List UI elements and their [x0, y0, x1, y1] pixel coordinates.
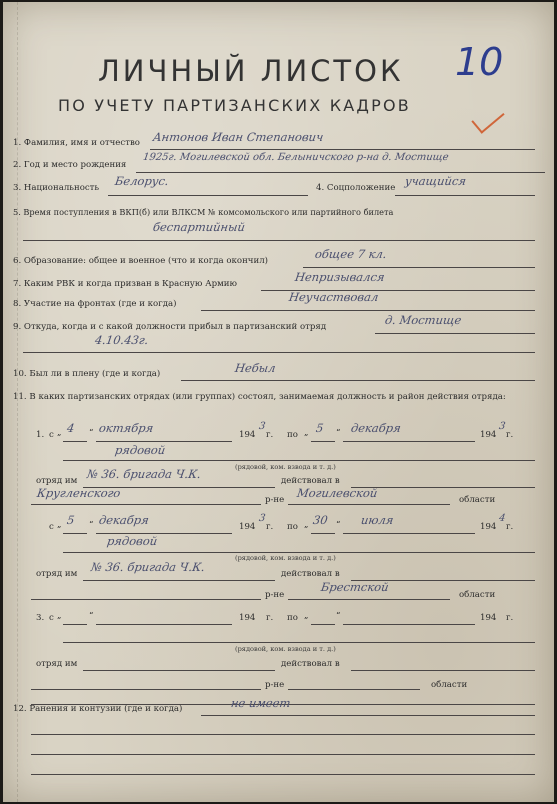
field-12-label: 12. Ранения и контузии (где и когда): [13, 704, 183, 714]
det1-from-year: 3: [258, 421, 267, 432]
field-7-label: 7. Каким РВК и когда призван в Красную Армию: [13, 279, 237, 289]
field-8-value: Неучаствовал: [288, 290, 380, 304]
field-11-label: 11. В каких партизанских отрядах (или группах) состоял, занимаемая должность и район действия отряда:: [13, 392, 506, 402]
det2-to-year: 4: [498, 513, 507, 524]
field-3-value: Белорус.: [114, 174, 170, 188]
field-5-label: 5. Время поступления в ВКП(б) или ВЛКСМ № комсомольского или партийного билета: [13, 207, 394, 217]
det2-unit: № 36. бригада Ч.К.: [90, 560, 206, 574]
det1-to-month: декабря: [350, 421, 402, 435]
det2-position: рядовой: [106, 534, 159, 548]
field-10-value: Небыл: [234, 361, 277, 375]
form-sheet: ЛИЧНЫЙ ЛИСТОК ПО УЧЕТУ ПАРТИЗАНСКИХ КАДРОВ 10 1. Фамилия, имя и отчество Антонов Иван Степанович 2. Год и место рождения 1925г. Могилевской обл. Белыничского р-на д. Мостище 3. Национальность Белорус. 4. Соцположение учащийся 5. Время поступления в ВКП(б) или ВЛКСМ № комсомольского или партийного билета беспартийный 6. Образование: общее и военное (что и когда окончил) общее 7 кл. 7. Каким РВК и когда призван в Красную Армию Непризывался 8. Участие на фронтах (где и когда) Неучаствовал 9. Откуда, когда и с какой должности прибыл в партизанский отряд д. Мостище 4.10.43г. 10. Был ли в плену (где и когда) Небыл 11. В каких партизанских отрядах (или группах) состоял, занимаемая должность и район действия отряда: 1. с „ 4 “ октября 194 3 г. по „ 5 “ декабря 194 3 г. рядовой (рядовой, ком. взвода и т. д.) отряд им № 36. бригада Ч.К. действовал в Кругленского р-не Могилевской области с „ 5 “ декабря 194 3 г. по „ 30 “ июля 194 4 г. рядовой (рядовой, ком. взвода и т. д.) отряд им № 36. бригада Ч.К. действовал в р-не Брестской области 3. с „ “ 194 г. по „ “ 194 г. (рядовой, ком. взвода и т. д.) отряд им действовал в р-не области 12. Ранения и контузии (где и когда) не имеет: [3, 2, 554, 802]
form-title: ЛИЧНЫЙ ЛИСТОК: [98, 54, 404, 88]
field-9-value: д. Мостище: [384, 313, 463, 327]
det1-region: Могилевской: [296, 486, 379, 500]
field-8-label: 8. Участие на фронтах (где и когда): [13, 299, 177, 309]
det1-from-month: октября: [98, 421, 155, 435]
det1-from-day: 4: [66, 421, 76, 435]
field-12-value: не имеет: [230, 696, 292, 710]
form-subtitle: ПО УЧЕТУ ПАРТИЗАНСКИХ КАДРОВ: [58, 96, 411, 115]
field-5-value: беспартийный: [152, 220, 246, 234]
det3-num: 3.: [36, 613, 45, 623]
field-3-label: 3. Национальность: [13, 183, 100, 193]
field-6-value: общее 7 кл.: [314, 247, 388, 261]
field-6-label: 6. Образование: общее и военное (что и когда окончил): [13, 256, 269, 266]
field-4-value: учащийся: [404, 174, 468, 188]
det2-to-day: 30: [312, 513, 329, 527]
det2-from-year: 3: [258, 513, 267, 524]
sheet-number: 10: [455, 40, 504, 84]
field-7-value: Непризывался: [294, 270, 386, 284]
field-1-value: Антонов Иван Степанович: [152, 130, 325, 144]
det1-to-day: 5: [315, 421, 325, 435]
field-1-label: 1. Фамилия, имя и отчество: [13, 138, 140, 148]
field-9-label: 9. Откуда, когда и с какой должности прибыл в партизанский отряд: [13, 322, 327, 332]
field-2-label: 2. Год и место рождения: [13, 160, 127, 170]
det2-to-month: июля: [360, 513, 395, 527]
field-2-value: 1925г. Могилевской обл. Белыничского р-на д. Мостище: [142, 152, 450, 163]
det1-position: рядовой: [114, 443, 167, 457]
det2-from-day: 5: [66, 513, 76, 527]
field-4-label: 4. Соцположение: [316, 183, 396, 193]
det2-region: Брестской: [320, 580, 390, 594]
check-mark: [471, 102, 504, 134]
field-9-date: 4.10.43г.: [94, 333, 150, 347]
field-10-label: 10. Был ли в плену (где и когда): [13, 369, 161, 379]
det2-from-month: декабря: [98, 513, 150, 527]
det1-to-year: 3: [498, 421, 507, 432]
det1-unit: № 36. бригада Ч.К.: [86, 467, 202, 481]
det1-district: Кругленского: [36, 486, 122, 500]
det1-num: 1.: [36, 430, 45, 440]
